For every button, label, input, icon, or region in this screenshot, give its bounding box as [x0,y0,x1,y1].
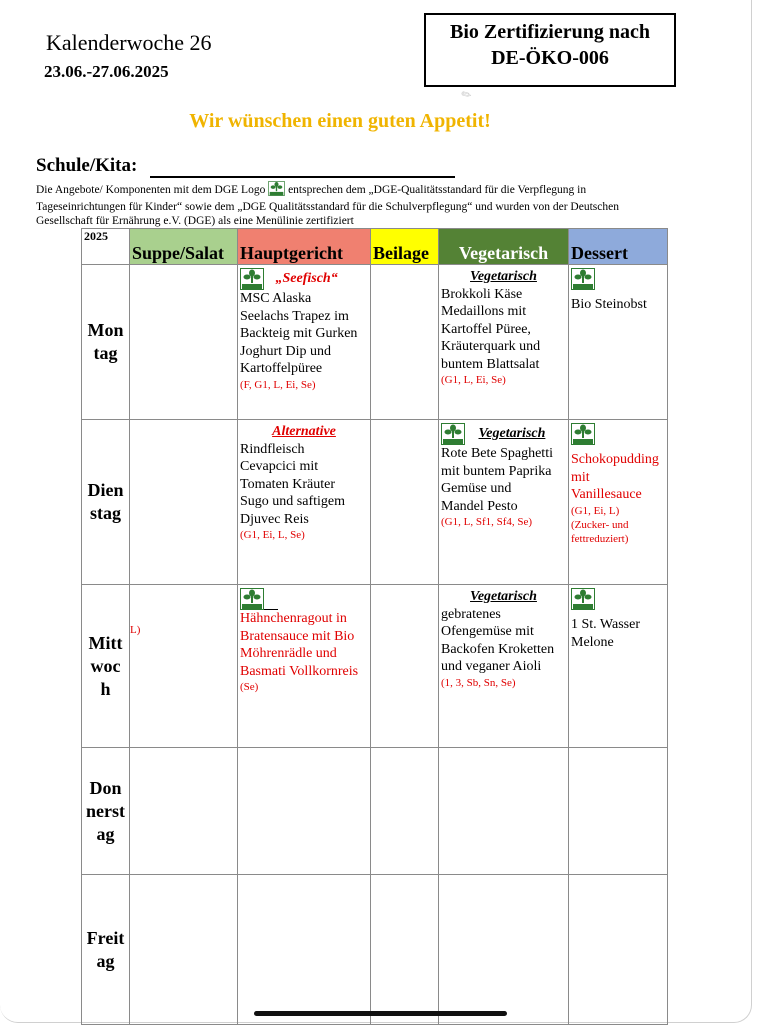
dessert-note: fettreduziert) [571,532,629,545]
table-header-row [82,229,668,265]
dish-line: mit buntem Paprika [441,463,552,479]
dish-line: Seelachs Trapez im [240,308,349,324]
dish-line: Möhrenrädle und [240,646,337,661]
dish-title: Vegetarisch [470,269,537,284]
dish-title: Vegetarisch [470,589,537,604]
dish-title: „Seefisch“ [275,271,338,287]
dge-logo-icon [571,588,595,610]
cell-wed-haupt [238,585,371,748]
cell-tue-dessert [569,420,668,585]
certification-line-1: Bio Zertifizierung nach [450,21,650,43]
cell-tue-veg [439,420,569,585]
dish-line: Djuvec Reis [240,511,309,527]
dish-line: Bratensauce mit Bio [240,628,355,644]
dish-title: Vegetarisch [478,426,546,442]
week-title: Kalenderwoche 26 [46,30,212,55]
dish-line: Tomaten Kräuter [240,476,336,492]
dish-line: Rindfleisch [240,441,305,457]
dish-line: Backteig mit Gurken [240,326,358,341]
dish-line: Brokkoli Käse [441,286,523,302]
allergen-info: L) [130,624,141,636]
col-header-vegetarisch: Vegetarisch [439,229,569,265]
allergen-info: (G1, L, Sf1, Sf4, Se) [441,516,533,528]
dish-line: Melone [571,634,614,650]
col-header-hauptgericht: Hauptgericht [238,229,371,265]
dish-line: Kräuterquark und [441,339,541,354]
cell-tue-suppe [130,420,238,585]
table-row-montag [82,265,668,420]
dish-line: Bio Steinobst [571,297,647,312]
certification-line-2: DE-ÖKO-006 [491,47,609,69]
day-label-freitag: Freit ag [82,875,130,1025]
day-label-montag: Mon tag [82,265,130,420]
dish-line: Basmati Vollkornreis [240,663,359,679]
cell-mon-beilage [371,265,439,420]
cell-thu-haupt [238,748,371,875]
cell-wed-dessert [569,585,668,748]
dish-line: gebratenes [441,606,501,622]
dge-logo-icon [571,423,595,445]
dish-line: Hähnchenragout in [240,611,347,626]
dish-line: 1 St. Wasser [571,617,641,632]
allergen-info: (F, G1, L, Ei, Se) [240,378,316,391]
dish-line: Kartoffelpüree [240,361,323,376]
cell-thu-suppe [130,748,238,875]
cell-mon-suppe [130,265,238,420]
cell-mon-veg [439,265,569,420]
dge-logo-icon [240,268,264,290]
dish-line: Backofen Kroketten [441,641,555,657]
cell-thu-veg [439,748,569,875]
dessert-note: (Zucker- und [571,518,629,531]
cell-fri-dessert [569,875,668,1025]
dish-line: Joghurt Dip und [240,343,331,359]
dish-line: Vanillesauce [571,487,642,502]
dish-line: mit [571,469,590,485]
info-text-start: Die Angebote/ Komponenten mit dem DGE Logo [36,184,269,196]
dish-line: buntem Blattsalat [441,356,540,372]
cell-tue-haupt [238,420,371,585]
cell-fri-beilage [371,875,439,1025]
cell-fri-haupt [238,875,371,1025]
dish-line: MSC Alaska [240,291,312,306]
cell-fri-veg [439,875,569,1025]
school-label: Schule/Kita: [36,155,138,176]
allergen-info: (G1, Ei, L, Se) [240,529,305,541]
table-row-freitag [82,875,668,1025]
allergen-info: (G1, Ei, L) [571,504,620,517]
dge-logo-icon [268,181,285,200]
day-label-donnerstag: Don nerst ag [82,748,130,875]
cell-thu-beilage [371,748,439,875]
cell-tue-beilage [371,420,439,585]
day-label-mittwoch: Mitt woc h [82,585,130,748]
cell-mon-dessert [569,265,668,420]
day-label-dienstag: Dien stag [82,420,130,585]
info-text-end: entsprechen dem „DGE-Qualitätsstandard für die Verpflegung in Tageseinrichtungen für Kinder“ sowie dem „DGE Qualitätsstandard für die Schulverpflegung“ und wurden von der Deutschen Gesellschaft für Ernährung e.V. (DGE) als eine Menülinie zertifiziert [36,184,619,227]
dish-line: Sugo und saftigem [240,494,345,509]
allergen-info: (G1, L, Ei, Se) [441,374,506,386]
col-header-dessert: Dessert [569,229,668,265]
table-row-dienstag [82,420,668,585]
cell-fri-suppe [130,875,238,1025]
dish-line: Gemüse und [441,481,512,496]
dish-line: Cevapcici mit [240,459,319,474]
cell-wed-suppe [130,585,238,748]
cell-thu-dessert [569,748,668,875]
col-header-beilage: Beilage [371,229,439,265]
menu-table [81,228,668,1025]
cell-wed-veg [439,585,569,748]
dge-info-text [36,181,676,228]
school-name-line [150,176,455,178]
certification-box [424,13,676,87]
dish-title: Alternative [272,424,336,439]
dish-line: Schokopudding [571,452,659,467]
dish-line: und veganer Aioli [441,659,542,674]
dish-line: Mandel Pesto [441,498,518,514]
dge-logo-icon [240,588,264,610]
dish-line: Ofengemüse mit [441,624,534,639]
greeting: Wir wünschen einen guten Appetit! [189,110,491,132]
table-row-donnerstag [82,748,668,875]
dish-line: Rote Bete Spaghetti [441,446,553,461]
home-indicator[interactable] [254,1011,507,1016]
watermark-mark: ✎ [458,86,475,104]
year-cell: 2025 [82,229,130,265]
dge-logo-icon [441,423,465,445]
cell-mon-haupt [238,265,371,420]
dge-logo-icon [571,268,595,290]
cell-wed-beilage [371,585,439,748]
allergen-info: (1, 3, Sb, Sn, Se) [441,676,516,689]
week-dates: 23.06.-27.06.2025 [44,62,169,81]
table-row-mittwoch [82,585,668,748]
dish-line: Kartoffel Püree, [441,321,531,337]
dish-line: Medaillons mit [441,304,527,319]
col-header-suppe: Suppe/Salat [130,229,238,265]
allergen-info: (Se) [240,681,259,693]
